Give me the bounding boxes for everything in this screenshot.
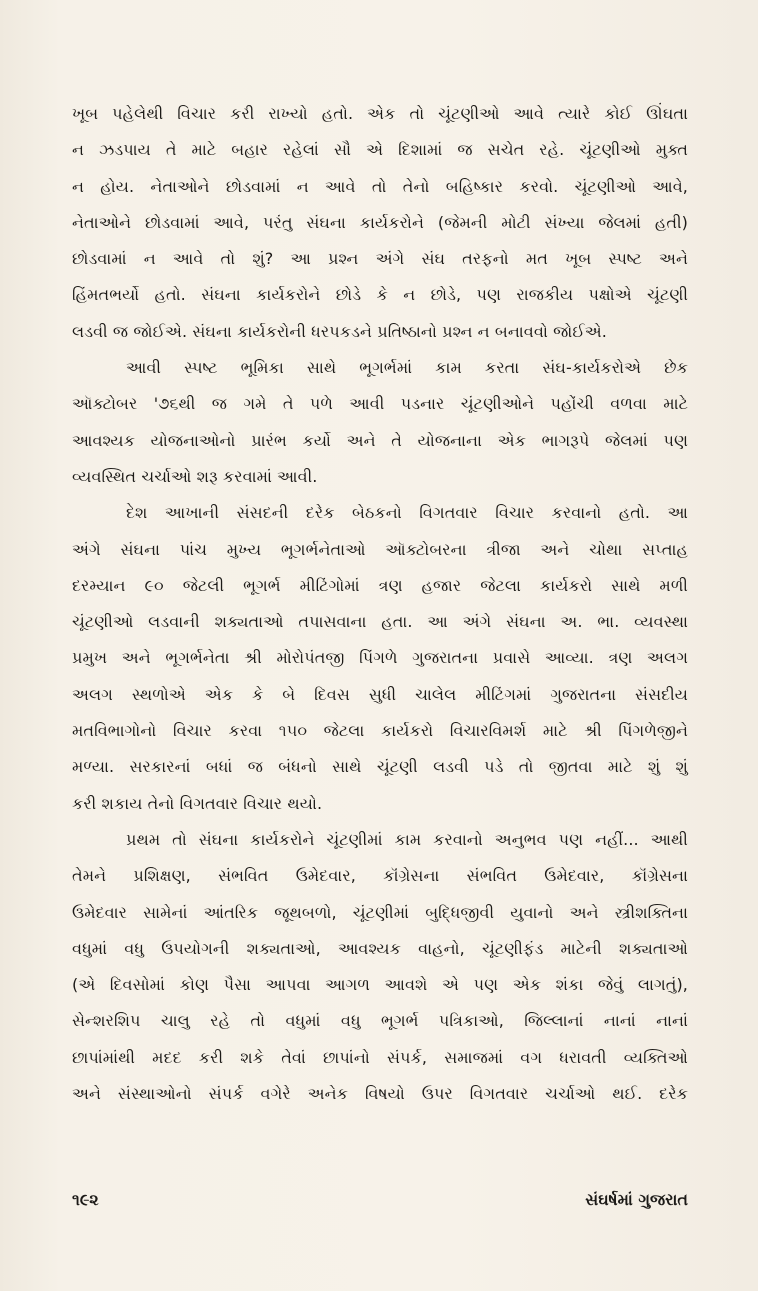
text-line: નેતાઓને છોડવામાં આવે, પરંતુ સંઘના કાર્યકરોને (જેમની મોટી સંખ્યા જેલમાં હતી) <box>72 212 688 232</box>
text-line: લડવી જ જોઈએ. સંઘના કાર્યકરોની ધરપકડને પ્રતિષ્ઠાનો પ્રશ્ન ન બનાવવો જોઈએ. <box>72 321 607 341</box>
text-line: ઉમેદવાર સામેનાં આંતરિક જૂથબળો, ચૂંટણીમાં બુદ્ધિજીવી યુવાનો અને સ્ત્રીશક્તિના <box>72 902 688 922</box>
body-text <box>72 96 688 1112</box>
text-line: વધુમાં વધુ ઉપયોગની શક્યતાઓ, આવશ્યક વાહનો, ચૂંટણીફંડ માટેની શક્યતાઓ <box>72 938 688 958</box>
text-line: કરી શકાય તેનો વિગતવાર વિચાર થયો. <box>72 793 323 813</box>
paragraph <box>72 350 688 495</box>
text-line: પ્રમુખ અને ભૂગર્ભનેતા શ્રી મોરોપંતજી પિંગળે ગુજરાતના પ્રવાસે આવ્યા. ત્રણ અલગ <box>72 648 688 668</box>
text-line: આવશ્યક યોજનાઓનો પ્રારંભ કર્યો અને તે યોજનાના એક ભાગરૂપે જેલમાં પણ <box>72 430 688 450</box>
text-line: તેમને પ્રશિક્ષણ, સંભવિત ઉમેદવાર, કૉંગ્રેસના સંભવિત ઉમેદવાર, કૉંગ્રેસના <box>72 866 688 886</box>
text-line: પ્રથમ તો સંઘના કાર્યકરોને ચૂંટણીમાં કામ કરવાનો અનુભવ પણ નહીં... આથી <box>126 829 688 849</box>
text-line: (એ દિવસોમાં કોણ પૈસા આપવા આગળ આવશે એ પણ એક શંકા જેવું લાગતું), <box>72 975 688 995</box>
text-line: ચૂંટણીઓ લડવાની શક્યતાઓ તપાસવાના હતા. આ અંગે સંઘના અ. ભા. વ્યવસ્થા <box>72 612 688 632</box>
text-line: મળ્યા. સરકારનાં બધાં જ બંધનો સાથે ચૂંટણી લડવી પડે તો જીતવા માટે શું શું <box>72 757 688 777</box>
text-line: ન હોય. નેતાઓને છોડવામાં ન આવે તો તેનો બહિષ્કાર કરવો. ચૂંટણીઓ આવે, <box>72 176 688 196</box>
text-line: વ્યવસ્થિત ચર્ચાઓ શરૂ કરવામાં આવી. <box>72 466 318 486</box>
running-title: સંઘર્ષમાં ગુજરાત <box>585 1190 688 1209</box>
text-line: હિંમતભર્યો હતો. સંઘના કાર્યકરોને છોડે કે ન છોડે, પણ રાજકીય પક્ષોએ ચૂંટણી <box>72 285 688 305</box>
text-line: છાપાંમાંથી મદદ કરી શકે તેવાં છાપાંનો સંપર્ક, સમાજમાં વગ ધરાવતી વ્યક્તિઓ <box>72 1047 688 1067</box>
paragraph <box>72 495 688 822</box>
page-footer <box>72 1190 688 1210</box>
paragraph <box>72 96 688 350</box>
text-line: ઑક્ટોબર '૭૬થી જ ગમે તે પળે આવી પડનાર ચૂંટણીઓને પહોંચી વળવા માટે <box>72 394 688 414</box>
text-line: અલગ સ્થળોએ એક કે બે દિવસ સુધી ચાલેલ મીટિંગમાં ગુજરાતના સંસદીય <box>72 684 688 704</box>
text-line: ખૂબ પહેલેથી વિચાર કરી રાખ્યો હતો. એક તો ચૂંટણીઓ આવે ત્યારે કોઈ ઊંઘતા <box>72 104 688 123</box>
text-line: દરમ્યાન ૯૦ જેટલી ભૂગર્ભ મીટિંગોમાં ત્રણ હજાર જેટલા કાર્યકરો સાથે મળી <box>72 575 688 595</box>
text-line: આવી સ્પષ્ટ ભૂમિકા સાથે ભૂગર્ભમાં કામ કરતા સંઘ-કાર્યકરોએ છેક <box>126 358 688 378</box>
text-line: છોડવામાં ન આવે તો શું? આ પ્રશ્ન અંગે સંઘ તરફનો મત ખૂબ સ્પષ્ટ અને <box>72 249 688 269</box>
text-line: દેશ આખાની સંસદની દરેક બેઠકનો વિગતવાર વિચાર કરવાનો હતો. આ <box>126 503 688 523</box>
text-line: મતવિભાગોનો વિચાર કરવા ૧૫૦ જેટલા કાર્યકરો વિચારવિમર્શ માટે શ્રી પિંગળેજીને <box>72 721 688 741</box>
text-line: અંગે સંઘના પાંચ મુખ્ય ભૂગર્ભનેતાઓ ઑક્ટોબરના ત્રીજા અને ચોથા સપ્તાહ <box>72 539 688 559</box>
text-line: ન ઝડપાય તે માટે બહાર રહેલાં સૌ એ દિશામાં જ સચેત રહે. ચૂંટણીઓ મુક્ત <box>72 140 688 160</box>
paragraph <box>72 822 688 1112</box>
text-line: સેન્શરશિપ ચાલુ રહે તો વધુમાં વધુ ભૂગર્ભ પત્રિકાઓ, જિલ્લાનાં નાનાં નાનાં <box>72 1011 688 1031</box>
text-line: અને સંસ્થાઓનો સંપર્ક વગેરે અનેક વિષયો ઉપર વિગતવાર ચર્ચાઓ થઈ. દરેક <box>72 1084 688 1104</box>
page-number: ૧૯૨ <box>72 1190 99 1209</box>
